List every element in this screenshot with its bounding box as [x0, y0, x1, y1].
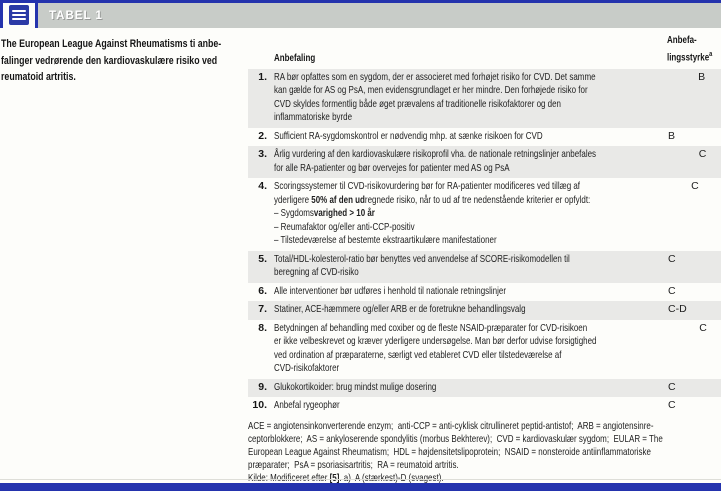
row-text-line: kan gælde for AS og PsA, men evidensgrundlaget er her mindre. Den forhøjede risiko for	[274, 84, 588, 96]
strength-cell: B	[668, 129, 676, 142]
table-row	[248, 320, 721, 379]
row-text-line: Glukokortikoider: brug mindst mulige dosering	[274, 380, 437, 393]
row-text-line: yderligere 50% af den udregnede risiko, når to ud af tre nedenstående kriterier er opfyldt:	[274, 193, 591, 206]
left-edge-accent	[0, 3, 3, 28]
footnote-marker: a	[709, 49, 713, 58]
footnote-line: European League Against Rheumatism; HDL = højdensitetslipoprotein; NSAID = nonsteroide antiinflammatoriske	[248, 445, 651, 458]
row-number: 2.	[258, 129, 267, 142]
strength-cell: C	[668, 252, 676, 265]
row-text-line: beregning af CVD-risiko	[274, 266, 359, 278]
row-text-line: Anbefal rygeophør	[274, 399, 340, 411]
row-number: 7.	[258, 303, 267, 315]
footnote-line: præparater; PsA = psoriasisartritis; RA = reumatoid artritis.	[248, 459, 459, 472]
row-text	[274, 303, 667, 317]
caption-line: reumatoid artritis.	[1, 71, 76, 83]
row-text-line: er ikke velbeskrevet og kræver yderligere undersøgelse. Man bør derfor udvise forsigtighed	[274, 335, 597, 347]
column-header-anbefaling: Anbefaling	[274, 51, 316, 64]
row-text	[274, 180, 690, 248]
strength-cell: C	[699, 321, 707, 334]
strength-cell: C	[668, 284, 676, 297]
row-number: 8.	[258, 321, 267, 334]
row-text	[274, 253, 667, 280]
table-row	[248, 301, 721, 320]
bottom-hairline	[0, 479, 721, 480]
row-text	[274, 285, 667, 299]
table-caption	[1, 36, 247, 86]
table-footnotes	[248, 416, 721, 486]
row-number: 9.	[258, 380, 267, 393]
row-text-line: ved ordination af præparaterne, særligt ved etableret CVD eller tilstedeværelse af	[274, 348, 562, 361]
table-header-bar	[0, 3, 721, 28]
table-column-headers	[248, 33, 721, 69]
table-row	[248, 146, 721, 178]
row-number: 5.	[258, 252, 267, 265]
row-text-line: CVD skyldes formentlig både øget prævalens af traditionelle risikofaktorer og den	[274, 97, 561, 110]
row-text-line: Scoringssystemer til CVD-risikovurdering bør for RA-patienter modificeres ved tillæg af	[274, 180, 581, 192]
row-text	[274, 71, 697, 125]
row-text-line: RA bør opfattes som en sygdom, der er associeret med forhøjet risiko for CVD. Det samme	[274, 70, 596, 83]
row-text-line: CVD-risikofaktorer	[274, 362, 340, 374]
row-text	[274, 322, 698, 376]
strength-cell: C	[698, 148, 707, 160]
table-row	[248, 128, 721, 147]
row-number: 10.	[252, 399, 267, 411]
row-text-line: Sufficient RA-sygdomskontrol er nødvendig mhp. at sænke risikoen for CVD	[274, 129, 543, 142]
caption-line: The European League Against Rheumatisms ti anbe-	[1, 38, 222, 50]
recommendations-table	[248, 33, 721, 486]
strength-cell: B	[698, 70, 706, 83]
table-row	[248, 283, 721, 302]
table-title: TABEL 1	[49, 9, 103, 22]
bottom-border-bar	[0, 483, 721, 491]
row-text	[274, 381, 667, 395]
row-text-line: Statiner, ACE-hæmmere og/eller ARB er de foretrukne behandlingsvalg	[274, 303, 526, 315]
row-text-line: – Sygdomsvarighed > 10 år	[274, 207, 375, 219]
row-text-line: – Reumafaktor og/eller anti-CCP-positiv	[274, 220, 415, 233]
row-text	[274, 148, 698, 175]
table-row	[248, 379, 721, 398]
strength-cell: C	[668, 399, 676, 411]
row-text-line: inflammatoriske byrde	[274, 111, 353, 123]
caption-line: falinger vedrørende den kardiovaskulære risiko ved	[1, 54, 218, 67]
row-text-line: Betydningen af behandling med coxiber og de fleste NSAID-præparater for CVD-risikoen	[274, 321, 588, 334]
row-text	[274, 399, 667, 413]
footnote-line: ceptorblokkere; AS = ankyloserende spondylitis (morbus Bekhterev); CVD = kardiovaskulær sygdom; EULAR = The	[248, 432, 663, 445]
column-header-anbefalingsstyrke: Anbefa- lingsstyrke$^a$	[667, 34, 713, 64]
row-number: 1.	[258, 70, 267, 83]
table-rows	[248, 69, 721, 416]
title-bar	[38, 3, 721, 28]
row-number: 6.	[258, 284, 267, 297]
row-text-line: Årlig vurdering af den kardiovaskulære risikoprofil vha. de nationale retningslinjer anbefales	[274, 148, 597, 160]
table-row	[248, 251, 721, 283]
table-row	[248, 69, 721, 128]
row-text-line: Alle interventioner bør udføres i henhold til nationale retningslinjer	[274, 284, 506, 297]
strength-cell: C	[668, 380, 676, 393]
row-text	[274, 130, 667, 144]
table-row	[248, 397, 721, 416]
footnote-line: ACE = angiotensinkonverterende enzym; anti-CCP = anti-cyklisk citrullineret peptid-antistof; ARB = angiotensinre-	[248, 419, 654, 432]
document-list-icon	[9, 5, 29, 25]
row-number: 4.	[258, 180, 267, 192]
strength-cell: C	[691, 180, 699, 192]
strength-cell: C-D	[668, 303, 687, 315]
row-text-line: for alle RA-patienter og bør overvejes for patienter med AS og PsA	[274, 161, 510, 174]
row-text-line: Total/HDL-kolesterol-ratio bør benyttes ved anvendelse af SCORE-risikomodellen til	[274, 252, 570, 265]
row-text-line: – Tilstedeværelse af bestemte ekstraartikulære manifestationer	[274, 234, 497, 246]
row-number: 3.	[258, 148, 267, 160]
table-row	[248, 178, 721, 251]
